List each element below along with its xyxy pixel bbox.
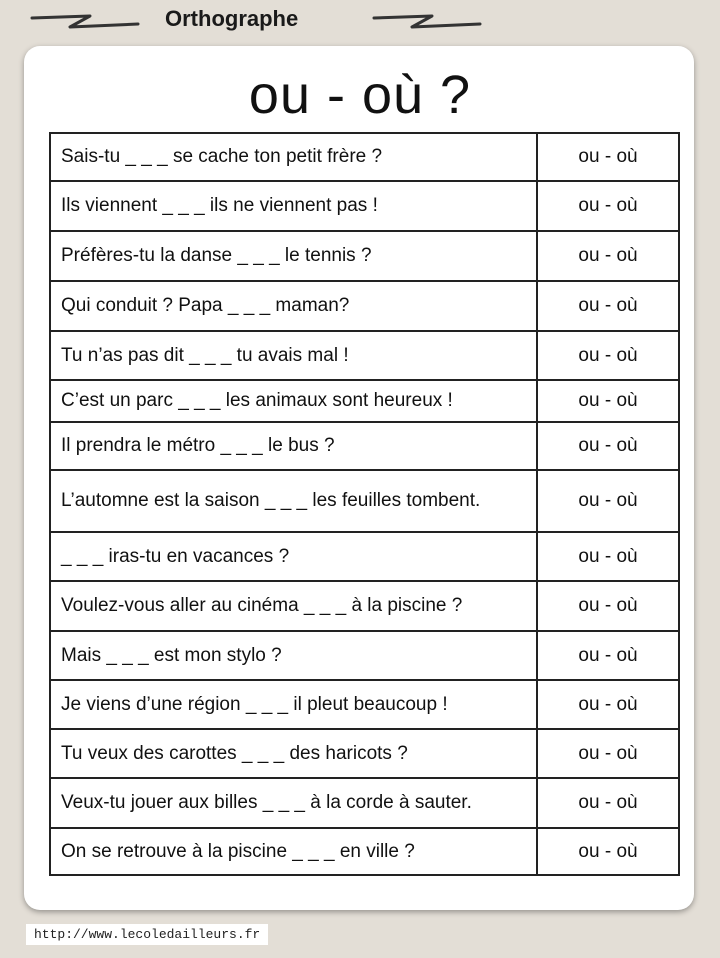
page-title: ou - où ?: [248, 65, 472, 125]
exercise-table: [49, 132, 680, 876]
sentence-cell: C’est un parc _ _ _ les animaux sont heureux !: [50, 380, 537, 422]
table-row: [50, 581, 679, 631]
choice-cell[interactable]: ou - où: [537, 422, 679, 470]
table-row: [50, 133, 679, 181]
choice-cell[interactable]: ou - où: [537, 181, 679, 231]
table-row: [50, 680, 679, 729]
choice-cell[interactable]: ou - où: [537, 380, 679, 422]
sentence-cell: Veux-tu jouer aux billes _ _ _ à la corde à sauter.: [50, 778, 537, 828]
choice-cell[interactable]: ou - où: [537, 281, 679, 331]
sentence-cell: L’automne est la saison _ _ _ les feuilles tombent.: [50, 470, 537, 532]
sentence-cell: Qui conduit ? Papa _ _ _ maman?: [50, 281, 537, 331]
header-title: Orthographe: [165, 6, 299, 31]
choice-cell[interactable]: ou - où: [537, 133, 679, 181]
sentence-cell: _ _ _ iras-tu en vacances ?: [50, 532, 537, 581]
table-row: [50, 778, 679, 828]
sentence-cell: Je viens d’une région _ _ _ il pleut beaucoup !: [50, 680, 537, 729]
sentence-cell: Tu veux des carottes _ _ _ des haricots ?: [50, 729, 537, 778]
choice-cell[interactable]: ou - où: [537, 331, 679, 380]
choice-cell[interactable]: ou - où: [537, 778, 679, 828]
table-row: [50, 729, 679, 778]
table-row: [50, 281, 679, 331]
squiggle-right-icon: [372, 12, 482, 32]
table-row: [50, 231, 679, 281]
header-banner: [0, 0, 720, 44]
choice-cell[interactable]: ou - où: [537, 680, 679, 729]
sentence-cell: Voulez-vous aller au cinéma _ _ _ à la piscine ?: [50, 581, 537, 631]
choice-cell[interactable]: ou - où: [537, 828, 679, 875]
choice-cell[interactable]: ou - où: [537, 729, 679, 778]
choice-cell[interactable]: ou - où: [537, 581, 679, 631]
footer-url: http://www.lecoledailleurs.fr: [26, 924, 268, 945]
choice-cell[interactable]: ou - où: [537, 631, 679, 680]
table-row: [50, 470, 679, 532]
choice-cell[interactable]: ou - où: [537, 470, 679, 532]
sentence-cell: Sais-tu _ _ _ se cache ton petit frère ?: [50, 133, 537, 181]
table-row: [50, 181, 679, 231]
sentence-cell: On se retrouve à la piscine _ _ _ en ville ?: [50, 828, 537, 875]
choice-cell[interactable]: ou - où: [537, 231, 679, 281]
sentence-cell: Il prendra le métro _ _ _ le bus ?: [50, 422, 537, 470]
table-row: [50, 532, 679, 581]
table-row: [50, 422, 679, 470]
table-row: [50, 631, 679, 680]
sentence-cell: Mais _ _ _ est mon stylo ?: [50, 631, 537, 680]
squiggle-left-icon: [30, 12, 140, 32]
table-row: [50, 331, 679, 380]
table-row: [50, 828, 679, 875]
sentence-cell: Tu n’as pas dit _ _ _ tu avais mal !: [50, 331, 537, 380]
sentence-cell: Ils viennent _ _ _ ils ne viennent pas !: [50, 181, 537, 231]
sentence-cell: Préfères-tu la danse _ _ _ le tennis ?: [50, 231, 537, 281]
choice-cell[interactable]: ou - où: [537, 532, 679, 581]
table-row: [50, 380, 679, 422]
